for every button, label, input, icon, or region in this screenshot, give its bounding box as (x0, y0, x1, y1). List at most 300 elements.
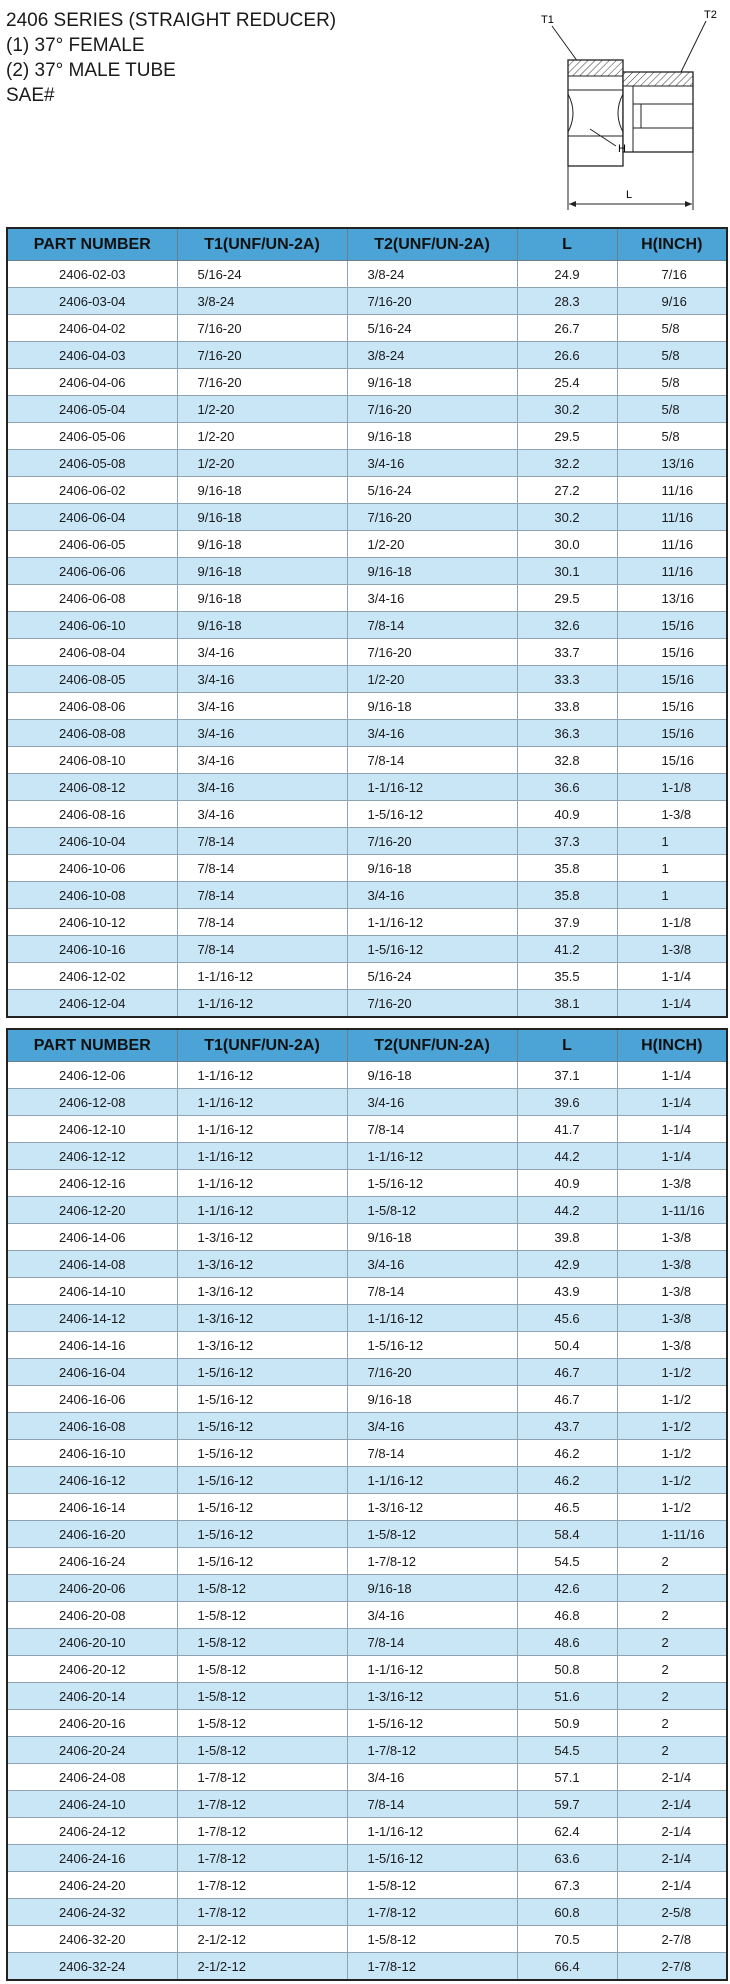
t2-thread-cell: 9/16-18 (347, 423, 517, 450)
hex-size-cell: 9/16 (617, 288, 727, 315)
part-number-cell: 2406-20-14 (7, 1683, 177, 1710)
hex-size-cell: 5/8 (617, 423, 727, 450)
t2-thread-cell: 1/2-20 (347, 531, 517, 558)
hex-size-cell: 1-3/8 (617, 1305, 727, 1332)
hex-size-cell: 11/16 (617, 531, 727, 558)
part-number-cell: 2406-14-12 (7, 1305, 177, 1332)
part-number-cell: 2406-06-06 (7, 558, 177, 585)
t1-thread-cell: 7/16-20 (177, 369, 347, 396)
t1-thread-cell: 3/4-16 (177, 774, 347, 801)
hex-size-cell: 2-5/8 (617, 1899, 727, 1926)
t1-thread-cell: 1-1/16-12 (177, 1062, 347, 1089)
t1-thread-cell: 1-5/8-12 (177, 1602, 347, 1629)
part-number-cell: 2406-16-08 (7, 1413, 177, 1440)
t2-thread-cell: 9/16-18 (347, 1224, 517, 1251)
table-row (7, 1710, 727, 1737)
t2-thread-cell: 7/8-14 (347, 612, 517, 639)
t1-thread-cell: 1-5/16-12 (177, 1440, 347, 1467)
t2-thread-cell: 1-1/16-12 (347, 1656, 517, 1683)
col-part-number: PART NUMBER (7, 1029, 177, 1062)
table-row (7, 1467, 727, 1494)
length-cell: 36.3 (517, 720, 617, 747)
part-number-cell: 2406-12-02 (7, 963, 177, 990)
part-number-cell: 2406-12-16 (7, 1170, 177, 1197)
hex-body (568, 60, 623, 166)
title-block (6, 8, 506, 108)
t2-thread-cell: 9/16-18 (347, 1386, 517, 1413)
t2-thread-cell: 5/16-24 (347, 963, 517, 990)
t1-thread-cell: 3/4-16 (177, 747, 347, 774)
hex-size-cell: 1 (617, 882, 727, 909)
length-cell: 44.2 (517, 1143, 617, 1170)
t2-label: T2 (704, 9, 717, 21)
table-row (7, 639, 727, 666)
hex-size-cell: 15/16 (617, 693, 727, 720)
length-cell: 37.3 (517, 828, 617, 855)
part-number-cell: 2406-05-04 (7, 396, 177, 423)
table-row (7, 1116, 727, 1143)
hex-size-cell: 1 (617, 855, 727, 882)
hex-size-cell: 2 (617, 1575, 727, 1602)
spec-table-1 (6, 227, 728, 1018)
length-cell: 62.4 (517, 1818, 617, 1845)
hex-size-cell: 15/16 (617, 612, 727, 639)
length-cell: 50.4 (517, 1332, 617, 1359)
length-cell: 46.8 (517, 1602, 617, 1629)
t2-thread-cell: 5/16-24 (347, 315, 517, 342)
table-row (7, 1386, 727, 1413)
t1-thread-cell: 1-5/16-12 (177, 1548, 347, 1575)
hex-size-cell: 1-1/4 (617, 963, 727, 990)
table-row (7, 477, 727, 504)
t2-leader (681, 21, 706, 72)
length-cell: 33.8 (517, 693, 617, 720)
length-cell: 32.8 (517, 747, 617, 774)
length-cell: 50.8 (517, 1656, 617, 1683)
table-row (7, 261, 727, 288)
col-part-number: PART NUMBER (7, 228, 177, 261)
t1-thread-cell: 1-5/8-12 (177, 1656, 347, 1683)
part-number-cell: 2406-12-20 (7, 1197, 177, 1224)
table-row (7, 1602, 727, 1629)
part-number-cell: 2406-20-06 (7, 1575, 177, 1602)
hex-size-cell: 2-1/4 (617, 1764, 727, 1791)
length-cell: 30.1 (517, 558, 617, 585)
t2-thread-cell: 3/4-16 (347, 1602, 517, 1629)
hex-size-cell: 5/8 (617, 396, 727, 423)
t1-thread-cell: 1-3/16-12 (177, 1305, 347, 1332)
hex-size-cell: 1-3/8 (617, 1251, 727, 1278)
length-cell: 30.2 (517, 396, 617, 423)
t2-thread-cell: 9/16-18 (347, 693, 517, 720)
table-row (7, 720, 727, 747)
t2-thread-cell: 1-7/8-12 (347, 1548, 517, 1575)
t2-thread-cell: 1-5/16-12 (347, 1710, 517, 1737)
table-row (7, 936, 727, 963)
hex-size-cell: 1-1/4 (617, 1089, 727, 1116)
part-number-cell: 2406-06-02 (7, 477, 177, 504)
part-number-cell: 2406-06-05 (7, 531, 177, 558)
table-row (7, 1305, 727, 1332)
table-row (7, 693, 727, 720)
part-number-cell: 2406-24-10 (7, 1791, 177, 1818)
table-row (7, 450, 727, 477)
hex-size-cell: 1-11/16 (617, 1197, 727, 1224)
table-row (7, 1629, 727, 1656)
table-row (7, 801, 727, 828)
table-row (7, 774, 727, 801)
part-number-cell: 2406-16-24 (7, 1548, 177, 1575)
table-row (7, 1575, 727, 1602)
col-l: L (517, 228, 617, 261)
length-cell: 39.8 (517, 1224, 617, 1251)
length-cell: 27.2 (517, 477, 617, 504)
t1-thread-cell: 1-5/8-12 (177, 1737, 347, 1764)
t1-thread-cell: 3/8-24 (177, 288, 347, 315)
table-row (7, 1872, 727, 1899)
t2-thread-cell: 7/8-14 (347, 1116, 517, 1143)
length-cell: 50.9 (517, 1710, 617, 1737)
part-number-cell: 2406-10-08 (7, 882, 177, 909)
length-cell: 35.8 (517, 855, 617, 882)
t2-thread-cell: 7/8-14 (347, 747, 517, 774)
table-row (7, 423, 727, 450)
table-row (7, 504, 727, 531)
hex-size-cell: 1-3/8 (617, 1170, 727, 1197)
t1-thread-cell: 1-1/16-12 (177, 990, 347, 1018)
table-row (7, 1899, 727, 1926)
hex-size-cell: 2-1/4 (617, 1818, 727, 1845)
length-cell: 59.7 (517, 1791, 617, 1818)
hex-size-cell: 2 (617, 1656, 727, 1683)
part-number-cell: 2406-03-04 (7, 288, 177, 315)
fitting-drawing (538, 4, 724, 214)
t2-thread-cell: 7/16-20 (347, 504, 517, 531)
hex-size-cell: 1-1/2 (617, 1467, 727, 1494)
hex-size-cell: 1-1/2 (617, 1413, 727, 1440)
table-row (7, 1548, 727, 1575)
col-h: H(INCH) (617, 1029, 727, 1062)
table-row (7, 1494, 727, 1521)
t1-thread-cell: 7/8-14 (177, 855, 347, 882)
part-number-cell: 2406-20-10 (7, 1629, 177, 1656)
hex-size-cell: 13/16 (617, 450, 727, 477)
hex-size-cell: 2 (617, 1629, 727, 1656)
part-number-cell: 2406-32-24 (7, 1953, 177, 1981)
t2-thread-cell: 1-1/16-12 (347, 1305, 517, 1332)
t1-thread-cell: 9/16-18 (177, 612, 347, 639)
part-number-cell: 2406-08-06 (7, 693, 177, 720)
length-cell: 54.5 (517, 1548, 617, 1575)
hex-size-cell: 15/16 (617, 720, 727, 747)
table-header-row (7, 228, 727, 261)
t1-thread-cell: 1-7/8-12 (177, 1872, 347, 1899)
length-cell: 42.9 (517, 1251, 617, 1278)
length-cell: 37.9 (517, 909, 617, 936)
hex-size-cell: 2-1/4 (617, 1872, 727, 1899)
table-row (7, 1953, 727, 1981)
t1-thread-cell: 1-3/16-12 (177, 1332, 347, 1359)
hex-size-cell: 2 (617, 1683, 727, 1710)
part-number-cell: 2406-24-16 (7, 1845, 177, 1872)
length-cell: 32.6 (517, 612, 617, 639)
length-cell: 33.3 (517, 666, 617, 693)
t1-leader (552, 26, 578, 62)
t1-thread-cell: 7/16-20 (177, 315, 347, 342)
table-row (7, 1278, 727, 1305)
part-number-cell: 2406-12-12 (7, 1143, 177, 1170)
t1-thread-cell: 1-3/16-12 (177, 1278, 347, 1305)
t2-thread-cell: 1-1/16-12 (347, 909, 517, 936)
h-label: H (618, 143, 626, 155)
length-cell: 29.5 (517, 585, 617, 612)
length-cell: 36.6 (517, 774, 617, 801)
hex-size-cell: 15/16 (617, 747, 727, 774)
t1-thread-cell: 1-7/8-12 (177, 1818, 347, 1845)
t2-thread-cell: 1-1/16-12 (347, 774, 517, 801)
length-cell: 44.2 (517, 1197, 617, 1224)
t2-thread-cell: 3/4-16 (347, 1413, 517, 1440)
t1-thread-cell: 1/2-20 (177, 423, 347, 450)
t2-thread-cell: 7/8-14 (347, 1791, 517, 1818)
part-number-cell: 2406-06-10 (7, 612, 177, 639)
t2-thread-cell: 3/4-16 (347, 1089, 517, 1116)
col-h: H(INCH) (617, 228, 727, 261)
length-cell: 43.9 (517, 1278, 617, 1305)
hex-size-cell: 5/8 (617, 315, 727, 342)
hex-size-cell: 1-1/4 (617, 1062, 727, 1089)
t2-thread-cell: 7/16-20 (347, 828, 517, 855)
part-number-cell: 2406-14-10 (7, 1278, 177, 1305)
t2-thread-cell: 1-5/16-12 (347, 936, 517, 963)
t1-thread-cell: 3/4-16 (177, 666, 347, 693)
table-row (7, 990, 727, 1018)
t2-thread-cell: 9/16-18 (347, 1575, 517, 1602)
length-cell: 57.1 (517, 1764, 617, 1791)
part-number-cell: 2406-12-04 (7, 990, 177, 1018)
table-row (7, 1170, 727, 1197)
length-cell: 26.6 (517, 342, 617, 369)
hex-size-cell: 1-3/8 (617, 1278, 727, 1305)
length-cell: 26.7 (517, 315, 617, 342)
t2-thread-cell: 9/16-18 (347, 558, 517, 585)
t2-thread-cell: 7/8-14 (347, 1440, 517, 1467)
l-arrow-left (569, 201, 576, 207)
table-row (7, 1845, 727, 1872)
table-row (7, 1143, 727, 1170)
t1-thread-cell: 3/4-16 (177, 720, 347, 747)
t1-thread-cell: 1-5/8-12 (177, 1683, 347, 1710)
male-tube-end (623, 72, 693, 152)
length-cell: 35.5 (517, 963, 617, 990)
part-number-cell: 2406-06-08 (7, 585, 177, 612)
t1-thread-cell: 9/16-18 (177, 531, 347, 558)
t2-thread-cell: 7/16-20 (347, 1359, 517, 1386)
t1-thread-cell: 7/16-20 (177, 342, 347, 369)
table-row (7, 1089, 727, 1116)
t2-thread-cell: 1-5/16-12 (347, 1170, 517, 1197)
part-number-cell: 2406-14-08 (7, 1251, 177, 1278)
t1-thread-cell: 1-5/8-12 (177, 1629, 347, 1656)
hex-size-cell: 2-1/4 (617, 1791, 727, 1818)
part-number-cell: 2406-20-12 (7, 1656, 177, 1683)
part-number-cell: 2406-02-03 (7, 261, 177, 288)
table-row (7, 882, 727, 909)
length-cell: 58.4 (517, 1521, 617, 1548)
t1-thread-cell: 1/2-20 (177, 450, 347, 477)
hex-size-cell: 1 (617, 828, 727, 855)
col-t2: T2(UNF/UN-2A) (347, 1029, 517, 1062)
length-cell: 33.7 (517, 639, 617, 666)
hex-size-cell: 1-1/2 (617, 1440, 727, 1467)
length-cell: 46.7 (517, 1359, 617, 1386)
t2-thread-cell: 1-5/8-12 (347, 1521, 517, 1548)
table-row (7, 396, 727, 423)
part-number-cell: 2406-08-08 (7, 720, 177, 747)
t2-thread-cell: 3/8-24 (347, 261, 517, 288)
hex-size-cell: 1-1/4 (617, 1143, 727, 1170)
part-number-cell: 2406-10-06 (7, 855, 177, 882)
part-number-cell: 2406-12-10 (7, 1116, 177, 1143)
hex-size-cell: 2 (617, 1737, 727, 1764)
table-row (7, 1764, 727, 1791)
t2-thread-cell: 3/4-16 (347, 1764, 517, 1791)
hex-size-cell: 2 (617, 1602, 727, 1629)
part-number-cell: 2406-14-16 (7, 1332, 177, 1359)
t1-thread-cell: 1-5/16-12 (177, 1494, 347, 1521)
length-cell: 41.7 (517, 1116, 617, 1143)
table-row (7, 1926, 727, 1953)
t2-thread-cell: 1-3/16-12 (347, 1494, 517, 1521)
t2-thread-cell: 1-7/8-12 (347, 1953, 517, 1981)
table-row (7, 963, 727, 990)
t2-thread-cell: 1-5/16-12 (347, 1845, 517, 1872)
table-row (7, 1332, 727, 1359)
table-row (7, 1656, 727, 1683)
length-cell: 43.7 (517, 1413, 617, 1440)
hex-size-cell: 11/16 (617, 558, 727, 585)
hex-size-cell: 2 (617, 1548, 727, 1575)
t2-thread-cell: 9/16-18 (347, 855, 517, 882)
t1-thread-cell: 1-1/16-12 (177, 1197, 347, 1224)
end-1-description: (1) 37° FEMALE (6, 35, 145, 56)
hex-size-cell: 13/16 (617, 585, 727, 612)
col-t2: T2(UNF/UN-2A) (347, 228, 517, 261)
t1-thread-cell: 1-7/8-12 (177, 1791, 347, 1818)
t2-thread-cell: 1-1/16-12 (347, 1818, 517, 1845)
t1-thread-cell: 1-3/16-12 (177, 1224, 347, 1251)
table-row (7, 1683, 727, 1710)
t1-thread-cell: 7/8-14 (177, 936, 347, 963)
t1-thread-cell: 1-1/16-12 (177, 1089, 347, 1116)
part-number-cell: 2406-16-14 (7, 1494, 177, 1521)
t2-thread-cell: 9/16-18 (347, 1062, 517, 1089)
t1-thread-cell: 1-5/16-12 (177, 1413, 347, 1440)
length-cell: 67.3 (517, 1872, 617, 1899)
t2-thread-cell: 1-5/16-12 (347, 1332, 517, 1359)
hex-size-cell: 2-1/4 (617, 1845, 727, 1872)
table-row (7, 612, 727, 639)
t2-thread-cell: 1-5/8-12 (347, 1872, 517, 1899)
t1-thread-cell: 9/16-18 (177, 477, 347, 504)
part-number-cell: 2406-16-06 (7, 1386, 177, 1413)
t1-thread-cell: 9/16-18 (177, 558, 347, 585)
t1-thread-cell: 1-3/16-12 (177, 1251, 347, 1278)
table-header-row (7, 1029, 727, 1062)
hex-size-cell: 1-11/16 (617, 1521, 727, 1548)
hex-size-cell: 1-1/8 (617, 774, 727, 801)
part-number-cell: 2406-08-12 (7, 774, 177, 801)
length-cell: 29.5 (517, 423, 617, 450)
length-cell: 40.9 (517, 801, 617, 828)
t2-thread-cell: 7/8-14 (347, 1629, 517, 1656)
length-cell: 25.4 (517, 369, 617, 396)
length-cell: 24.9 (517, 261, 617, 288)
length-cell: 28.3 (517, 288, 617, 315)
part-number-cell: 2406-08-16 (7, 801, 177, 828)
table-row (7, 1440, 727, 1467)
standard-label: SAE# (6, 85, 55, 106)
part-number-cell: 2406-12-06 (7, 1062, 177, 1089)
t1-thread-cell: 5/16-24 (177, 261, 347, 288)
hex-size-cell: 1-3/8 (617, 936, 727, 963)
t1-thread-cell: 3/4-16 (177, 693, 347, 720)
hex-size-cell: 15/16 (617, 639, 727, 666)
length-cell: 38.1 (517, 990, 617, 1018)
t1-thread-cell: 1-7/8-12 (177, 1764, 347, 1791)
table-row (7, 585, 727, 612)
t1-label: T1 (541, 14, 554, 26)
t2-thread-cell: 7/16-20 (347, 288, 517, 315)
hex-size-cell: 1-3/8 (617, 1332, 727, 1359)
part-number-cell: 2406-16-04 (7, 1359, 177, 1386)
part-number-cell: 2406-10-04 (7, 828, 177, 855)
length-cell: 37.1 (517, 1062, 617, 1089)
part-number-cell: 2406-04-03 (7, 342, 177, 369)
length-cell: 51.6 (517, 1683, 617, 1710)
length-cell: 45.6 (517, 1305, 617, 1332)
part-number-cell: 2406-10-16 (7, 936, 177, 963)
table-row (7, 747, 727, 774)
part-number-cell: 2406-24-12 (7, 1818, 177, 1845)
table-row (7, 855, 727, 882)
hex-size-cell: 1-3/8 (617, 801, 727, 828)
t2-thread-cell: 1-7/8-12 (347, 1899, 517, 1926)
part-number-cell: 2406-24-20 (7, 1872, 177, 1899)
t1-thread-cell: 1-5/8-12 (177, 1575, 347, 1602)
length-cell: 40.9 (517, 1170, 617, 1197)
length-cell: 46.5 (517, 1494, 617, 1521)
t2-thread-cell: 5/16-24 (347, 477, 517, 504)
t2-thread-cell: 3/8-24 (347, 342, 517, 369)
hex-size-cell: 1-1/2 (617, 1494, 727, 1521)
part-number-cell: 2406-20-24 (7, 1737, 177, 1764)
length-cell: 46.7 (517, 1386, 617, 1413)
hex-size-cell: 1-1/4 (617, 1116, 727, 1143)
hex-size-cell: 2-7/8 (617, 1926, 727, 1953)
t1-thread-cell: 1-1/16-12 (177, 963, 347, 990)
t2-thread-cell: 1-3/16-12 (347, 1683, 517, 1710)
t1-thread-cell: 1-1/16-12 (177, 1116, 347, 1143)
part-number-cell: 2406-05-08 (7, 450, 177, 477)
t1-thread-cell: 2-1/2-12 (177, 1953, 347, 1981)
table-row (7, 1818, 727, 1845)
t2-thread-cell: 3/4-16 (347, 720, 517, 747)
part-number-cell: 2406-08-05 (7, 666, 177, 693)
t1-thread-cell: 1-5/8-12 (177, 1710, 347, 1737)
table-row (7, 1224, 727, 1251)
t2-thread-cell: 3/4-16 (347, 585, 517, 612)
